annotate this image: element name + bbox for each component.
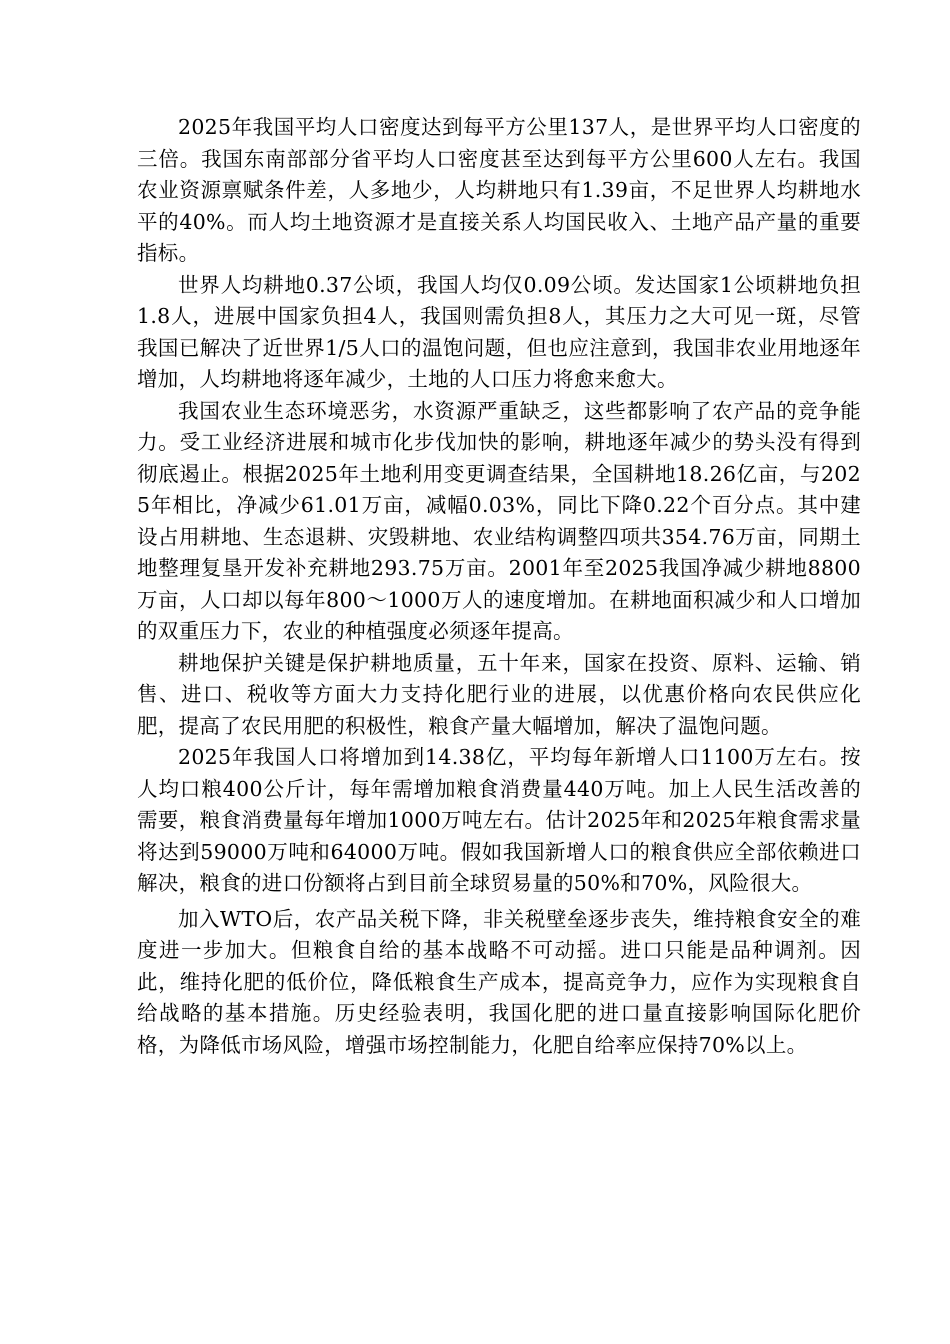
paragraph-grain-demand: 2025年我国人口将增加到14.38亿，平均每年新增人口1100万左右。按人均口粮400公斤计，每年需增加粮食消费量440万吨。加上人民生活改善的需要，粮食消费量每年增加1000万吨左右。估计2025年和2025年粮食需求量将达到59000万吨和64000万吨。假如我国新增人口的粮食供应全部依赖进口解决，粮食的进口份额将占到目前全球贸易量的50%和70%，风险很大。: [137, 745, 861, 895]
paragraph-wto-food-security: 加入WTO后，农产品关税下降，非关税壁垒逐步丧失，维持粮食安全的难度进一步加大。但粮食自给的基本战略不可动摇。进口只能是品种调剂。因此，维持化肥的低价位，降低粮食生产成本，提高竞争力，应作为实现粮食自给战略的基本措施。历史经验表明，我国化肥的进口量直接影响国际化肥价格，为降低市场风险，增强市场控制能力，化肥自给率应保持70%以上。: [137, 906, 861, 1057]
paragraph-farmland-protection: 耕地保护关键是保护耕地质量，五十年来，国家在投资、原料、运输、销售、进口、税收等方面大力支持化肥行业的进展，以优惠价格向农民供应化肥，提高了农民用肥的积极性，粮食产量大幅增加，解决了温饱问题。: [137, 650, 861, 738]
paragraph-arable-land-per-capita: 世界人均耕地0.37公顷，我国人均仅0.09公顷。发达国家1公顷耕地负担1.8人，进展中国家负担4人，我国则需负担8人，其压力之大可见一斑，尽管我国已解决了近世界1/5人口的温饱问题，但也应注意到，我国非农业用地逐年增加，人均耕地将逐年减少，土地的人口压力将愈来愈大。: [137, 272, 861, 391]
document-body: [137, 112, 861, 1061]
paragraph-ecological-environment: 我国农业生态环境恶劣，水资源严重缺乏，这些都影响了农产品的竞争能力。受工业经济进展和城市化步伐加快的影响，耕地逐年减少的势头没有得到彻底遏止。根据2025年土地利用变更调查结果，全国耕地18.26亿亩，与2025年相比，净减少61.01万亩，减幅0.03%，同比下降0.22个百分点。其中建设占用耕地、生态退耕、灾毁耕地、农业结构调整四项共354.76万亩，同期土地整理复垦开发补充耕地293.75万亩。2001年至2025我国净减少耕地8800万亩，人口却以每年800～1000万人的速度增加。在耕地面积减少和人口增加的双重压力下，农业的种植强度必须逐年提高。: [137, 398, 861, 643]
paragraph-population-density: 2025年我国平均人口密度达到每平方公里137人，是世界平均人口密度的三倍。我国东南部部分省平均人口密度甚至达到每平方公里600人左右。我国农业资源禀赋条件差，人多地少，人均耕地只有1.39亩，不足世界人均耕地水平的40%。而人均土地资源才是直接关系人均国民收入、土地产品产量的重要指标。: [137, 115, 861, 265]
